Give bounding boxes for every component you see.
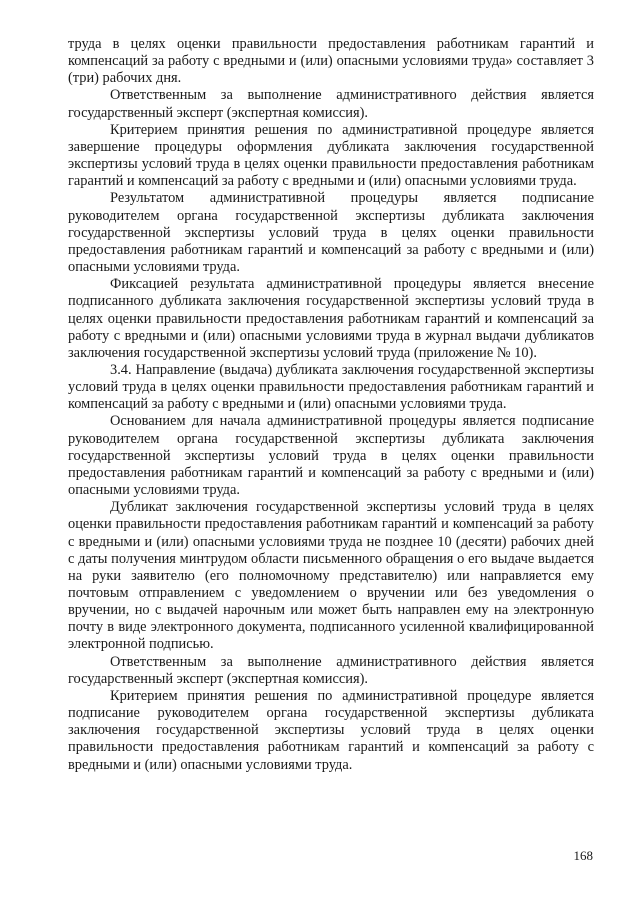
- paragraph: Результатом административной процедуры является подписание руководителем органа государственной экспертизы дубликата заключения государственной экспертизы условий труда в целях оценки правильности предоставления работникам гарантий и компенсаций за работу с вредными и (или) опасными условиями труда.: [68, 190, 594, 276]
- paragraph: Ответственным за выполнение административного действия является государственный эксперт (экспертная комиссия).: [68, 87, 594, 121]
- document-body: [68, 36, 594, 774]
- section-heading-3-4: 3.4. Направление (выдача) дубликата заключения государственной экспертизы условий труда в целях оценки правильности предоставления работникам гарантий и компенсаций за работу с вредными и (или) опасными условиями труда.: [68, 361, 594, 413]
- paragraph: Дубликат заключения государственной экспертизы условий труда в целях оценки правильности предоставления работникам гарантий и компенсаций за работу с вредными и (или) опасными условиями труда не позднее 10 (десяти) рабочих дней с даты получения минтрудом области письменного обращения о его выдаче выдается на руки заявителю (его полномочному представителю) или направляется ему почтовым отправлением с уведомлением о вручении или без уведомления о вручении, но с выдачей нарочным или может быть направлен ему на электронную почту в виде электронного документа, подписанного усиленной квалифицированной электронной подписью.: [68, 499, 594, 653]
- page-number: 168: [573, 848, 593, 863]
- paragraph: Критерием принятия решения по административной процедуре является завершение процедуры оформления дубликата заключения государственной экспертизы условий труда в целях оценки правильности предоставления работникам гарантий и компенсаций за работу с вредными и (или) опасными условиями труда.: [68, 121, 594, 190]
- paragraph-continuation: труда в целях оценки правильности предоставления работникам гарантий и компенсаций за работу с вредными и (или) опасными условиями труда» составляет 3 (три) рабочих дня.: [68, 36, 594, 87]
- paragraph: Основанием для начала административной процедуры является подписание руководителем органа государственной экспертизы дубликата заключения государственной экспертизы условий труда в целях оценки правильности предоставления работникам гарантий и компенсаций за работу с вредными и (или) опасными условиями труда.: [68, 413, 594, 499]
- paragraph: Фиксацией результата административной процедуры является внесение подписанного дубликата заключения государственной экспертизы условий труда в целях оценки правильности предоставления работникам гарантий и компенсаций за работу с вредными и (или) опасными условиями труда в журнал выдачи дубликатов заключения государственной экспертизы условий труда (приложение № 10).: [68, 276, 594, 361]
- paragraph: Критерием принятия решения по административной процедуре является подписание руководителем органа государственной экспертизы дубликата заключения государственной экспертизы условий труда в целях оценки правильности предоставления работникам гарантий и компенсаций за работу с вредными и (или) опасными условиями труда.: [68, 687, 594, 773]
- paragraph: Ответственным за выполнение административного действия является государственный эксперт (экспертная комиссия).: [68, 653, 594, 687]
